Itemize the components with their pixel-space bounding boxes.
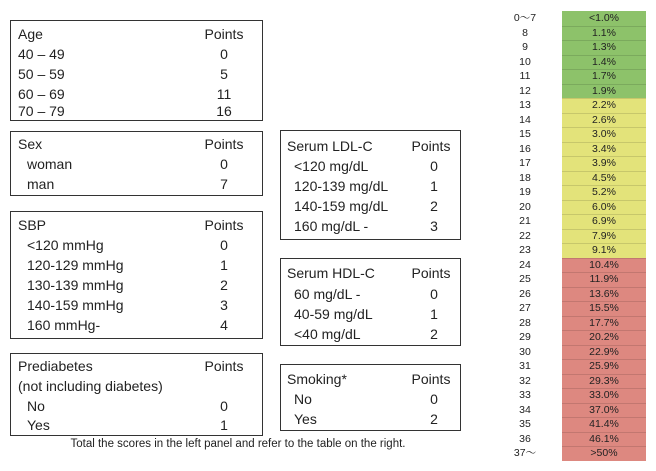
risk-percent-value: 2.2% (592, 99, 616, 111)
risk-percent-value: 29.3% (589, 374, 619, 387)
age-title: Age (18, 26, 43, 42)
risk-score-label: 12 (519, 84, 531, 97)
sex-points-value: 0 (220, 156, 228, 172)
risk-score-label: 33 (519, 389, 531, 401)
risk-percent-value: 15.5% (589, 302, 619, 314)
sbp-points-value: 4 (220, 317, 228, 333)
risk-percent-value: 37.0% (589, 403, 619, 416)
sbp-range-label: 160 mmHg- (27, 317, 101, 333)
risk-score-label: 36 (519, 432, 531, 445)
sbp-points-value: 2 (220, 277, 228, 293)
risk-percent-value: 46.1% (589, 432, 619, 445)
age-range-label: 40 – 49 (18, 46, 65, 62)
risk-score-label: 23 (519, 244, 531, 256)
sbp-range-label: 130-139 mmHg (27, 277, 124, 293)
sbp-points-header: Points (204, 217, 244, 233)
sbp-range-label: 140-159 mmHg (27, 297, 124, 313)
ldl-title: Serum LDL-C (287, 138, 373, 154)
ldl-range-label: 160 mg/dL - (294, 218, 369, 234)
risk-score-label: 34 (519, 403, 531, 416)
risk-score-label: 10 (519, 55, 531, 68)
smoking-title: Smoking* (287, 371, 347, 387)
risk-percent-value: 1.3% (592, 41, 616, 53)
hdl-points-header: Points (411, 265, 451, 281)
risk-percent-value: 9.1% (592, 244, 616, 256)
risk-percent-value: 4.5% (592, 171, 616, 184)
risk-score-label: 14 (519, 113, 531, 126)
risk-score-label: 22 (519, 229, 531, 242)
age-points-value: 0 (220, 46, 228, 62)
hdl-range-label: 60 mg/dL - (294, 286, 361, 302)
ldl-range-label: 140-159 mg/dL (294, 198, 389, 214)
hdl-points-value: 2 (430, 326, 438, 342)
hdl-points-value: 1 (430, 306, 438, 322)
ldl-range-label: <120 mg/dL (294, 158, 369, 174)
ldl-points-value: 3 (430, 218, 438, 234)
risk-percent-value: 33.0% (589, 389, 619, 401)
hdl-points-value: 0 (430, 286, 438, 302)
prediabetes-title: Prediabetes (18, 358, 93, 374)
risk-score-label: 29 (519, 331, 531, 343)
risk-score-label: 37～ (513, 447, 537, 459)
smoking-points-header: Points (411, 371, 451, 387)
risk-percent-value: 1.1% (592, 26, 616, 39)
risk-percent-value: 10.4% (589, 258, 619, 271)
risk-score-label: 31 (519, 360, 531, 372)
risk-percent-value: 17.7% (589, 316, 619, 329)
hdl-range-label: <40 mg/dL (294, 326, 361, 342)
risk-score-label: 24 (519, 258, 531, 271)
sbp-range-label: <120 mmHg (27, 237, 104, 253)
ldl-points-header: Points (411, 138, 451, 154)
risk-percent-value: 2.6% (592, 113, 616, 126)
risk-score-label: 28 (519, 316, 531, 329)
sex-label: man (27, 176, 55, 192)
risk-percent-value: <1.0% (588, 12, 620, 24)
sbp-points-value: 1 (220, 257, 228, 273)
prediabetes-points-value: 0 (220, 398, 228, 414)
risk-score-label: 20 (519, 200, 531, 213)
risk-percent-value: 3.0% (592, 128, 616, 140)
age-points-value: 11 (216, 86, 232, 102)
risk-percent-value: 6.9% (592, 215, 616, 227)
risk-percent-value: 22.9% (589, 345, 619, 358)
risk-percent-value: 7.9% (592, 229, 616, 242)
risk-score-label: 16 (519, 142, 531, 155)
sex-points-header: Points (204, 136, 244, 152)
sex-label: woman (27, 156, 73, 172)
ldl-points-value: 1 (430, 178, 438, 194)
risk-score-label: 18 (519, 171, 531, 184)
risk-percent-value: 1.9% (592, 84, 616, 97)
risk-percent-value: 1.7% (592, 70, 616, 82)
risk-percent-value: 20.2% (589, 331, 619, 343)
sbp-points-value: 3 (220, 297, 228, 313)
age-range-label: 50 – 59 (18, 66, 65, 82)
age-range-label: 60 – 69 (18, 86, 65, 102)
prediabetes-subtitle: (not including diabetes) (18, 378, 163, 394)
hdl-range-label: 40-59 mg/dL (294, 306, 373, 322)
risk-percent-value: >50% (590, 447, 618, 459)
sex-points-value: 7 (220, 176, 228, 192)
prediabetes-points-header: Points (204, 358, 244, 374)
risk-percent-value: 41.4% (589, 418, 619, 430)
prediabetes-points-value: 1 (220, 417, 228, 433)
sex-title: Sex (18, 136, 43, 152)
risk-score-label: 15 (519, 128, 531, 140)
age-range-label: 70 – 79 (18, 103, 65, 119)
prediabetes-label: Yes (27, 417, 50, 433)
risk-percent-value: 13.6% (589, 287, 619, 300)
age-points-value: 16 (216, 103, 232, 119)
ldl-range-label: 120-139 mg/dL (294, 178, 389, 194)
age-points-value: 5 (220, 66, 228, 82)
risk-score-label: 11 (519, 70, 531, 82)
sbp-title: SBP (18, 217, 47, 233)
risk-percent-value: 3.9% (592, 157, 616, 169)
risk-score-label: 19 (519, 186, 531, 198)
risk-score-label: 21 (519, 215, 531, 227)
smoking-label: Yes (294, 411, 317, 427)
risk-score-label: 8 (522, 26, 528, 39)
sbp-points-value: 0 (220, 237, 228, 253)
risk-score-label: 26 (519, 287, 531, 300)
risk-percent-value: 3.4% (592, 142, 616, 155)
smoking-points-value: 2 (430, 411, 438, 427)
risk-score-label: 25 (519, 273, 531, 285)
hdl-title: Serum HDL-C (287, 265, 375, 281)
risk-percent-value: 5.2% (592, 186, 616, 198)
risk-score-label: 9 (522, 41, 528, 53)
prediabetes-label: No (27, 398, 45, 414)
risk-score-label: 35 (519, 418, 531, 430)
sbp-range-label: 120-129 mmHg (27, 257, 124, 273)
smoking-label: No (294, 391, 312, 407)
risk-score-label: 30 (519, 345, 531, 358)
risk-score-label: 17 (519, 157, 531, 169)
risk-score-label: 27 (519, 302, 531, 314)
risk-percent-value: 1.4% (592, 55, 616, 68)
age-points-header: Points (204, 26, 244, 42)
risk-percent-value: 6.0% (592, 200, 616, 213)
instructions-caption: Total the scores in the left panel and refer to the table on the right. (70, 438, 406, 450)
risk-score-label: 13 (519, 99, 531, 111)
ldl-points-value: 0 (430, 158, 438, 174)
risk-percent-value: 25.9% (589, 360, 619, 372)
ldl-points-value: 2 (430, 198, 438, 214)
risk-percent-value: 11.9% (589, 273, 619, 285)
risk-score-label: 32 (519, 374, 531, 387)
smoking-points-value: 0 (430, 391, 438, 407)
risk-score-label: 0～7 (513, 12, 537, 24)
